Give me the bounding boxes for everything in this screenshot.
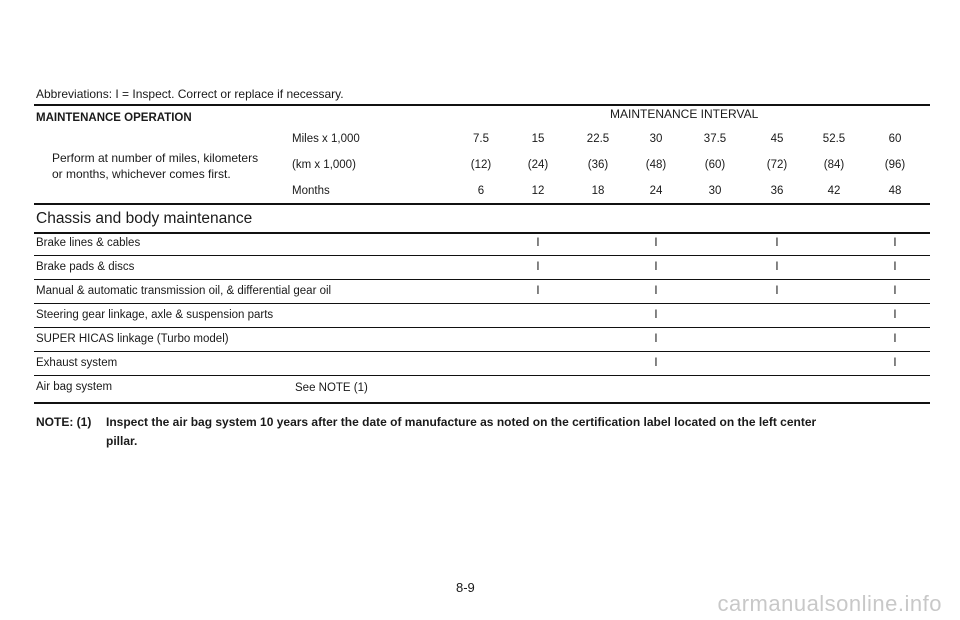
inspect-mark: I [775,237,779,249]
row-label: Steering gear linkage, axle & suspension parts [36,309,274,321]
maintenance-interval-header: MAINTENANCE INTERVAL [610,107,759,121]
unit-km: (km x 1,000) [292,159,356,171]
interval-km-2: (36) [587,159,609,171]
interval-miles-5: 45 [770,133,784,145]
row-label: Manual & automatic transmission oil, & differential gear oil [36,285,332,297]
note-prefix: NOTE: (1) [36,415,92,429]
interval-miles-0: 7.5 [473,133,489,145]
interval-miles-4: 37.5 [703,133,727,145]
inspect-mark: I [654,237,658,249]
row-divider [34,375,930,376]
inspect-mark: I [775,285,779,297]
interval-months-4: 30 [708,185,722,197]
unit-miles: Miles x 1,000 [292,133,360,145]
interval-km-4: (60) [704,159,726,171]
header-bottom-rule [34,203,930,205]
interval-months-6: 42 [827,185,841,197]
interval-miles-7: 60 [888,133,902,145]
row-label: Brake lines & cables [36,237,141,249]
inspect-mark: I [893,309,897,321]
row-divider [34,327,930,328]
interval-km-7: (96) [884,159,906,171]
interval-months-2: 18 [591,185,605,197]
row-label: Brake pads & discs [36,261,135,273]
interval-miles-1: 15 [531,133,545,145]
inspect-mark: I [893,333,897,345]
inspect-mark: I [775,261,779,273]
interval-km-0: (12) [470,159,492,171]
watermark: carmanualsonline.info [717,591,942,616]
page-number: 8-9 [456,580,475,595]
row-divider [34,303,930,304]
note-body-1: Inspect the air bag system 10 years after the date of manufacture as noted on the certification label located on the left center [106,415,817,429]
inspect-mark: I [893,237,897,249]
inspect-mark: I [893,285,897,297]
interval-months-0: 6 [477,185,485,197]
inspect-mark: I [654,261,658,273]
unit-months: Months [292,185,330,197]
row-label: Air bag system [36,381,113,393]
interval-miles-6: 52.5 [822,133,846,145]
inspect-mark: I [536,261,540,273]
row-divider [34,255,930,256]
inspect-mark: I [654,357,658,369]
inspect-mark: I [893,261,897,273]
inspect-mark: I [654,309,658,321]
maintenance-operation-header: MAINTENANCE OPERATION [36,112,192,124]
footnote [36,413,931,451]
interval-km-5: (72) [766,159,788,171]
interval-miles-2: 22.5 [586,133,610,145]
inspect-mark: I [654,285,658,297]
interval-months-5: 36 [770,185,784,197]
table-bottom-rule [34,402,930,404]
interval-km-3: (48) [645,159,667,171]
row-label: SUPER HICAS linkage (Turbo model) [36,333,229,345]
inspect-mark: I [536,285,540,297]
section-title: Chassis and body maintenance [36,210,253,227]
abbreviations-text: Abbreviations: I = Inspect. Correct or replace if necessary. [36,87,344,101]
section-rule [34,232,930,234]
interval-months-3: 24 [649,185,663,197]
interval-miles-3: 30 [649,133,663,145]
interval-months-1: 12 [531,185,545,197]
interval-months-7: 48 [888,185,902,197]
row-note-ref: See NOTE (1) [295,382,368,394]
row-divider [34,351,930,352]
note-body-2: pillar. [106,434,138,448]
top-rule [34,104,930,106]
inspect-mark: I [893,357,897,369]
perform-line-2: or months, whichever comes first. [52,167,231,181]
perform-instructions [52,150,302,182]
row-divider [34,279,930,280]
interval-km-6: (84) [823,159,845,171]
interval-km-1: (24) [527,159,549,171]
inspect-mark: I [536,237,540,249]
row-label: Exhaust system [36,357,118,369]
perform-line-1: Perform at number of miles, kilometers [52,151,259,165]
inspect-mark: I [654,333,658,345]
